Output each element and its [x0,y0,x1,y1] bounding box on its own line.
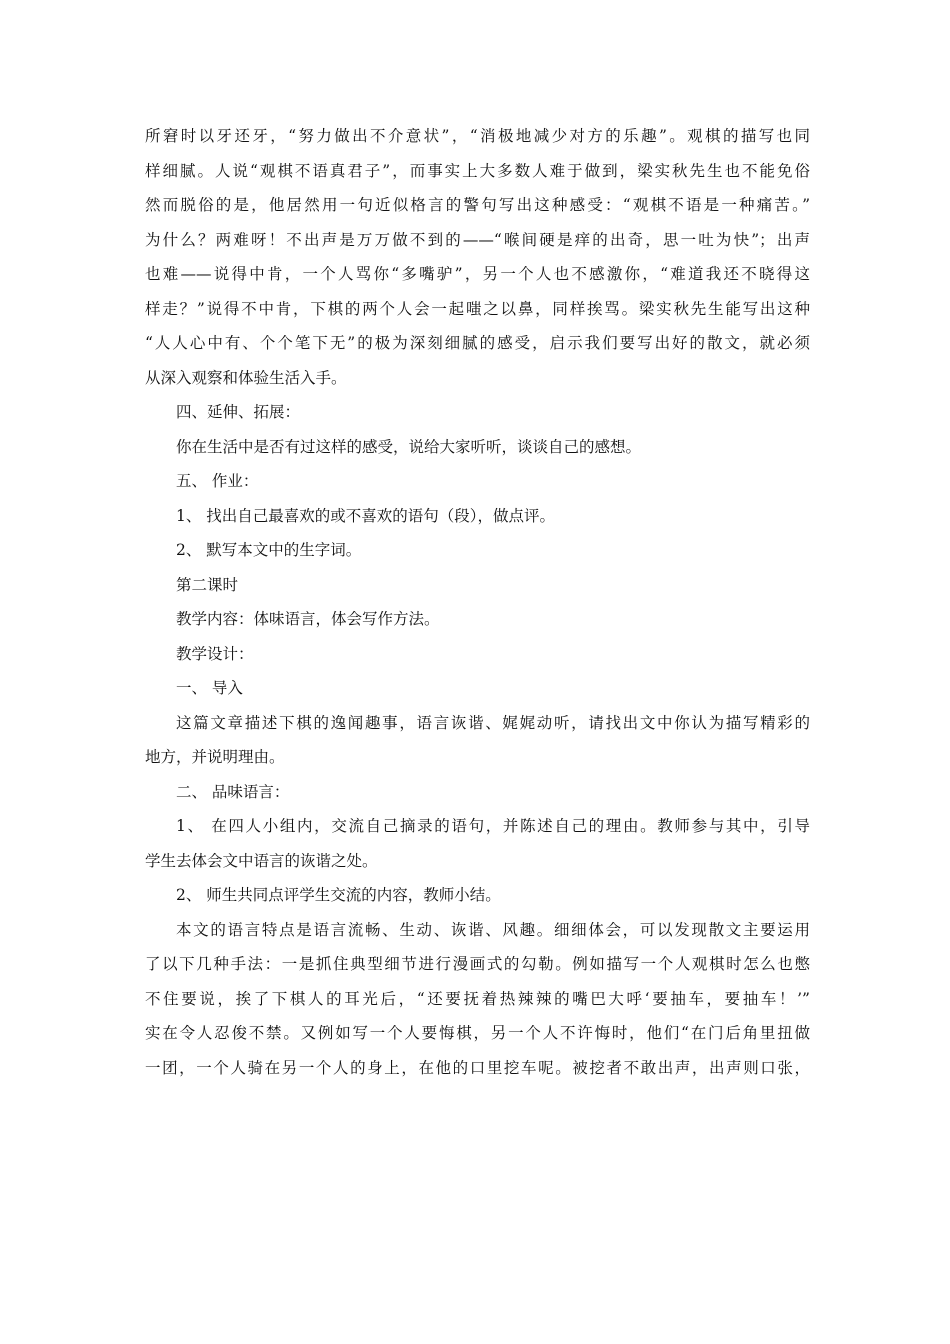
text-line: 为什么？两难呀！不出声是万万做不到的——“喉间硬是痒的出奇，思一吐为快”；出声 [145,230,810,249]
text-line: 也难——说得中肯，一个人骂你“多嘴驴”，另一个人也不感激你，“难道我还不晓得这 [145,265,810,283]
text-line: 1、 在四人小组内，交流自己摘录的语句，并陈述自己的理由。教师参与其中，引导 [176,817,810,835]
text-line: 样细腻。人说“观棋不语真君子”，而事实上大多数人难于做到，梁实秋先生也不能免俗 [145,161,810,180]
text-line: 不住要说，挨了下棋人的耳光后，“还要抚着热辣辣的嘴巴大呼‘要抽车，要抽车！’” [145,989,810,1008]
text-line: 从深入观察和体验生活入手。 [145,368,347,387]
text-line: 2、 默写本文中的生字词。 [176,541,362,559]
text-line: “人人心中有、个个笔下无”的极为深刻细腻的感受，启示我们要写出好的散文，就必须 [145,334,810,352]
text-line: 样走？”说得不中肯，下棋的两个人会一起嗤之以鼻，同样挨骂。梁实秋先生能写出这种 [145,299,810,318]
text-line: 这篇文章描述下棋的逸闻趣事，语言诙谐、娓娓动听，请找出文中你认为描写精彩的 [176,713,810,732]
text-line: 所窘时以牙还牙，“努力做出不介意状”，“消极地减少对方的乐趣”。观棋的描写也同 [145,127,810,145]
text-line: 五、 作业： [176,472,259,490]
text-line: 地方，并说明理由。 [145,748,285,766]
text-line: 本文的语言特点是语言流畅、生动、诙谐、风趣。细细体会，可以发现散文主要运用 [176,920,810,939]
text-line: 教学设计： [176,644,254,663]
text-line: 二、 品味语言： [176,782,290,801]
text-line: 教学内容：体味语言，体会写作方法。 [176,610,440,628]
text-line: 了以下几种手法：一是抓住典型细节进行漫画式的勾勒。例如描写一个人观棋时怎么也憋 [145,955,810,973]
text-line: 一、 导入 [176,679,243,697]
text-line: 一团，一个人骑在另一个人的身上，在他的口里挖车呢。被挖者不敢出声，出声则口张， [145,1058,810,1077]
text-line: 然而脱俗的是，他居然用一句近似格言的警句写出这种感受：“观棋不语是一种痛苦。” [145,196,810,214]
text-line: 学生去体会文中语言的诙谐之处。 [145,851,378,870]
text-line: 四、延伸、拓展： [176,403,301,421]
text-line: 1、 找出自己最喜欢的或不喜欢的语句（段），做点评。 [176,506,556,525]
document-page [145,119,810,1085]
text-line: 实在令人忍俊不禁。又例如写一个人要悔棋，另一个人不许悔时，他们“在门后角里扭做 [145,1024,810,1042]
text-line: 第二课时 [176,575,239,594]
text-line: 2、 师生共同点评学生交流的内容，教师小结。 [176,886,501,904]
text-line: 你在生活中是否有过这样的感受，说给大家听听，谈谈自己的感想。 [176,437,642,456]
